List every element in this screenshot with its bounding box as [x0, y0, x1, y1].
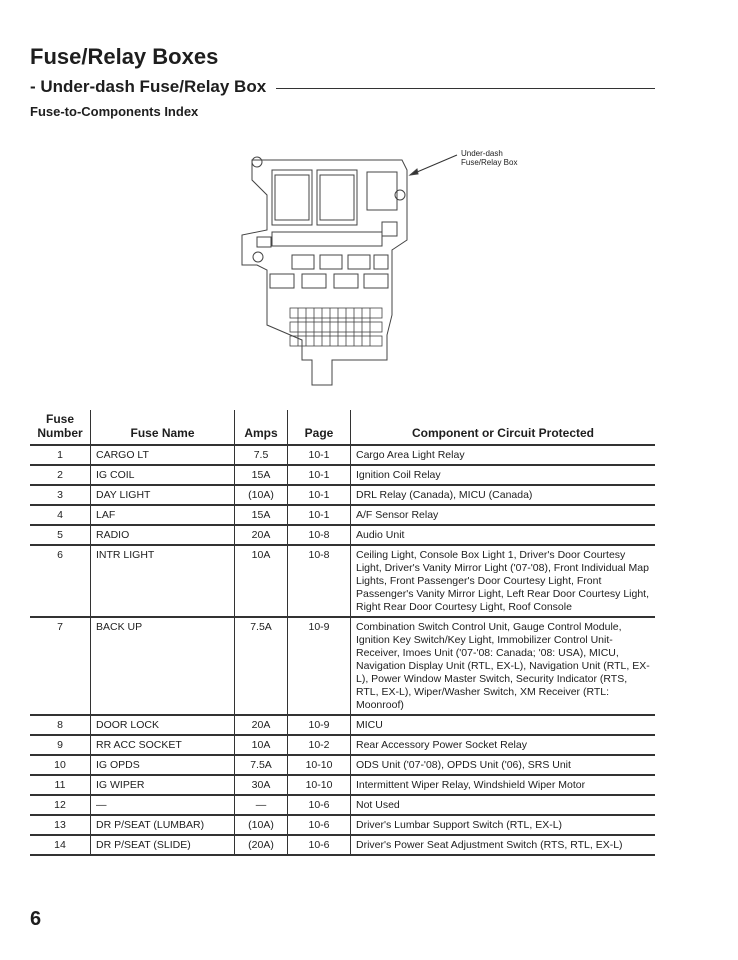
- table-row: [30, 485, 655, 505]
- component-cell: Intermittent Wiper Relay, Windshield Wiper Motor: [351, 775, 656, 795]
- component-cell: Combination Switch Control Unit, Gauge Control Module, Ignition Key Switch/Key Light, Immobilizer Control Unit-Receiver, Imoes Unit ('07-'08: Canada; '08: USA), MICU, Navigation Display Unit (RTL, EX-L), Navigation Unit (RTL, EX-L), Power Window Master Switch, Security Indicator (RTS, RTL, EX-L), Wiper/Washer Switch, XM Receiver (RTL: Moonroof): [351, 617, 656, 715]
- amps-cell: 15A: [235, 505, 288, 525]
- fuse-name-cell: IG COIL: [91, 465, 235, 485]
- page-cell: 10-1: [288, 505, 351, 525]
- page-cell: 10-6: [288, 795, 351, 815]
- callout-line-2: Fuse/Relay Box: [461, 158, 518, 167]
- page-cell: 10-2: [288, 735, 351, 755]
- amps-cell: 15A: [235, 465, 288, 485]
- fuse-name-cell: BACK UP: [91, 617, 235, 715]
- fuse-name-cell: DR P/SEAT (SLIDE): [91, 835, 235, 855]
- fuse-number-cell: 12: [30, 795, 91, 815]
- header-fuse-name: Fuse Name: [91, 410, 235, 445]
- component-cell: Cargo Area Light Relay: [351, 445, 656, 465]
- fuse-name-cell: RADIO: [91, 525, 235, 545]
- header-page: Page: [288, 410, 351, 445]
- page-number: 6: [30, 908, 42, 930]
- header-component: Component or Circuit Protected: [351, 410, 656, 445]
- subtitle-text: - Under-dash Fuse/Relay Box: [30, 77, 267, 96]
- fuse-number-cell: 11: [30, 775, 91, 795]
- fuse-number-cell: 14: [30, 835, 91, 855]
- page-cell: 10-8: [288, 545, 351, 617]
- amps-cell: (20A): [235, 835, 288, 855]
- fuse-name-cell: LAF: [91, 505, 235, 525]
- fuse-number-cell: 1: [30, 445, 91, 465]
- page-cell: 10-9: [288, 715, 351, 735]
- table-row: [30, 545, 655, 617]
- header-number-line2: Number: [37, 426, 83, 440]
- page-title: Fuse/Relay Boxes: [30, 44, 219, 69]
- page-cell: 10-1: [288, 445, 351, 465]
- fuse-number-cell: 5: [30, 525, 91, 545]
- fuse-name-cell: IG WIPER: [91, 775, 235, 795]
- amps-cell: 20A: [235, 525, 288, 545]
- component-cell: Driver's Power Seat Adjustment Switch (RTS, RTL, EX-L): [351, 835, 656, 855]
- fuse-number-cell: 4: [30, 505, 91, 525]
- page-cell: 10-9: [288, 617, 351, 715]
- amps-cell: (10A): [235, 815, 288, 835]
- table-row: [30, 775, 655, 795]
- amps-cell: 7.5A: [235, 755, 288, 775]
- fuse-number-cell: 8: [30, 715, 91, 735]
- table-row: [30, 835, 655, 855]
- amps-cell: —: [235, 795, 288, 815]
- fuse-index-table: [30, 410, 655, 856]
- header-fuse-number: [30, 410, 91, 445]
- fuse-name-cell: RR ACC SOCKET: [91, 735, 235, 755]
- amps-cell: 10A: [235, 545, 288, 617]
- fuse-box-diagram: [222, 140, 467, 395]
- component-cell: MICU: [351, 715, 656, 735]
- page-cell: 10-6: [288, 815, 351, 835]
- fuse-name-cell: CARGO LT: [91, 445, 235, 465]
- fuse-name-cell: DOOR LOCK: [91, 715, 235, 735]
- table-row: [30, 715, 655, 735]
- callout-line-1: Under-dash: [461, 149, 503, 158]
- section-subtitle: [30, 77, 655, 97]
- amps-cell: (10A): [235, 485, 288, 505]
- amps-cell: 20A: [235, 715, 288, 735]
- table-row: [30, 815, 655, 835]
- amps-cell: 7.5: [235, 445, 288, 465]
- fuse-number-cell: 3: [30, 485, 91, 505]
- table-row: [30, 465, 655, 485]
- component-cell: DRL Relay (Canada), MICU (Canada): [351, 485, 656, 505]
- diagram-callout: [461, 149, 517, 167]
- amps-cell: 30A: [235, 775, 288, 795]
- table-header-row: [30, 410, 655, 445]
- fuse-name-cell: DR P/SEAT (LUMBAR): [91, 815, 235, 835]
- fuse-number-cell: 6: [30, 545, 91, 617]
- fuse-name-cell: IG OPDS: [91, 755, 235, 775]
- component-cell: Driver's Lumbar Support Switch (RTL, EX-L): [351, 815, 656, 835]
- table-row: [30, 445, 655, 465]
- amps-cell: 10A: [235, 735, 288, 755]
- component-cell: Rear Accessory Power Socket Relay: [351, 735, 656, 755]
- header-amps: Amps: [235, 410, 288, 445]
- fuse-name-cell: INTR LIGHT: [91, 545, 235, 617]
- component-cell: Audio Unit: [351, 525, 656, 545]
- fuse-number-cell: 7: [30, 617, 91, 715]
- component-cell: Ceiling Light, Console Box Light 1, Driver's Door Courtesy Light, Driver's Vanity Mirror Light ('07-'08), Front Individual Map Lights, Front Passenger's Door Courtesy Light, Front Passenger's Vanity Mirror Light, Left Rear Door Courtesy Light, Right Rear Door Courtesy Light, Roof Console: [351, 545, 656, 617]
- fuse-number-cell: 13: [30, 815, 91, 835]
- table-row: [30, 525, 655, 545]
- component-cell: ODS Unit ('07-'08), OPDS Unit ('06), SRS Unit: [351, 755, 656, 775]
- page-cell: 10-10: [288, 755, 351, 775]
- table-row: [30, 735, 655, 755]
- fuse-number-cell: 2: [30, 465, 91, 485]
- component-cell: Ignition Coil Relay: [351, 465, 656, 485]
- table-row: [30, 617, 655, 715]
- fuse-number-cell: 9: [30, 735, 91, 755]
- component-cell: A/F Sensor Relay: [351, 505, 656, 525]
- section-heading: Fuse-to-Components Index: [30, 104, 199, 119]
- header-number-line1: Fuse: [45, 412, 74, 426]
- page-cell: 10-6: [288, 835, 351, 855]
- subtitle-rule: [276, 88, 655, 89]
- component-cell: Not Used: [351, 795, 656, 815]
- page-cell: 10-1: [288, 465, 351, 485]
- page-cell: 10-1: [288, 485, 351, 505]
- table-row: [30, 505, 655, 525]
- page-cell: 10-10: [288, 775, 351, 795]
- table-row: [30, 795, 655, 815]
- fuse-name-cell: DAY LIGHT: [91, 485, 235, 505]
- amps-cell: 7.5A: [235, 617, 288, 715]
- fuse-number-cell: 10: [30, 755, 91, 775]
- page-cell: 10-8: [288, 525, 351, 545]
- table-row: [30, 755, 655, 775]
- fuse-name-cell: —: [91, 795, 235, 815]
